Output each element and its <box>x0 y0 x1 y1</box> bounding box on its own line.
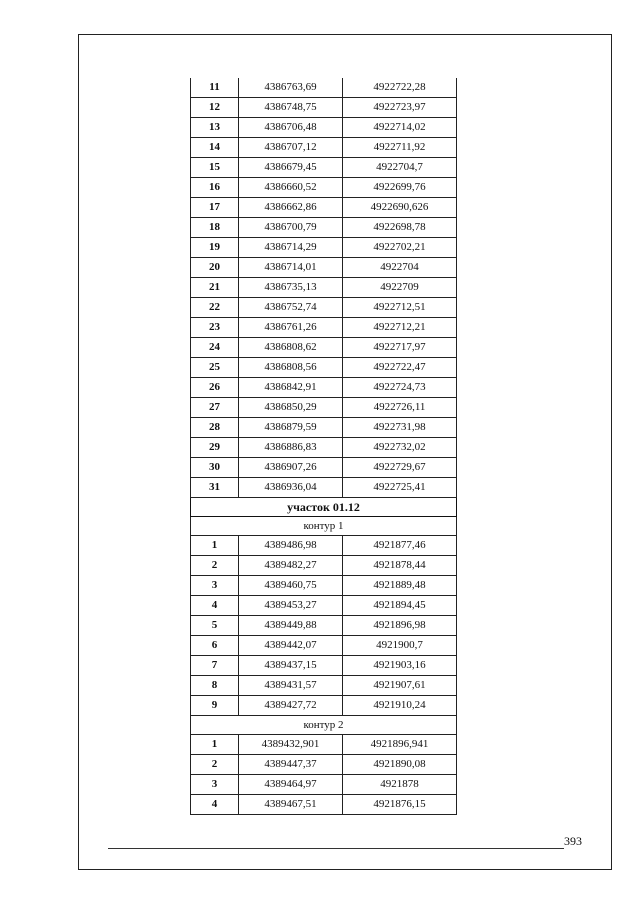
y-coordinate-cell: 4922702,21 <box>343 238 457 258</box>
table-row <box>191 98 457 118</box>
table-row <box>191 278 457 298</box>
table-row <box>191 198 457 218</box>
point-number-cell: 9 <box>191 696 239 716</box>
table-row <box>191 138 457 158</box>
point-number-cell: 21 <box>191 278 239 298</box>
y-coordinate-cell: 4921910,24 <box>343 696 457 716</box>
y-coordinate-cell: 4921877,46 <box>343 536 457 556</box>
table-row <box>191 458 457 478</box>
x-coordinate-cell: 4389460,75 <box>239 576 343 596</box>
x-coordinate-cell: 4389437,15 <box>239 656 343 676</box>
table-row <box>191 298 457 318</box>
point-number-cell: 30 <box>191 458 239 478</box>
x-coordinate-cell: 4386850,29 <box>239 398 343 418</box>
y-coordinate-cell: 4922698,78 <box>343 218 457 238</box>
x-coordinate-cell: 4386662,86 <box>239 198 343 218</box>
point-number-cell: 25 <box>191 358 239 378</box>
x-coordinate-cell: 4389432,901 <box>239 735 343 755</box>
x-coordinate-cell: 4386879,59 <box>239 418 343 438</box>
x-coordinate-cell: 4386808,62 <box>239 338 343 358</box>
table-row <box>191 218 457 238</box>
section-header-row <box>191 498 457 517</box>
y-coordinate-cell: 4922704 <box>343 258 457 278</box>
table-row <box>191 258 457 278</box>
x-coordinate-cell: 4386936,04 <box>239 478 343 498</box>
y-coordinate-cell: 4921878,44 <box>343 556 457 576</box>
table-row <box>191 795 457 815</box>
subsection-header-row <box>191 517 457 536</box>
y-coordinate-cell: 4922724,73 <box>343 378 457 398</box>
x-coordinate-cell: 4389427,72 <box>239 696 343 716</box>
y-coordinate-cell: 4922725,41 <box>343 478 457 498</box>
x-coordinate-cell: 4386886,83 <box>239 438 343 458</box>
section-title: участок 01.12 <box>191 498 457 517</box>
table-row <box>191 596 457 616</box>
point-number-cell: 13 <box>191 118 239 138</box>
y-coordinate-cell: 4922732,02 <box>343 438 457 458</box>
point-number-cell: 6 <box>191 636 239 656</box>
table-row <box>191 418 457 438</box>
subsection-title: контур 2 <box>191 716 457 735</box>
y-coordinate-cell: 4922711,92 <box>343 138 457 158</box>
x-coordinate-cell: 4386735,13 <box>239 278 343 298</box>
y-coordinate-cell: 4921896,941 <box>343 735 457 755</box>
table-row <box>191 438 457 458</box>
x-coordinate-cell: 4386763,69 <box>239 78 343 98</box>
y-coordinate-cell: 4922712,21 <box>343 318 457 338</box>
table-row <box>191 318 457 338</box>
x-coordinate-cell: 4386808,56 <box>239 358 343 378</box>
y-coordinate-cell: 4922717,97 <box>343 338 457 358</box>
x-coordinate-cell: 4386752,74 <box>239 298 343 318</box>
point-number-cell: 15 <box>191 158 239 178</box>
point-number-cell: 3 <box>191 576 239 596</box>
x-coordinate-cell: 4389486,98 <box>239 536 343 556</box>
x-coordinate-cell: 4386706,48 <box>239 118 343 138</box>
x-coordinate-cell: 4389464,97 <box>239 775 343 795</box>
y-coordinate-cell: 4921878 <box>343 775 457 795</box>
table-row <box>191 656 457 676</box>
y-coordinate-cell: 4922712,51 <box>343 298 457 318</box>
x-coordinate-cell: 4386761,26 <box>239 318 343 338</box>
y-coordinate-cell: 4922690,626 <box>343 198 457 218</box>
point-number-cell: 29 <box>191 438 239 458</box>
table-row <box>191 536 457 556</box>
table-row <box>191 636 457 656</box>
point-number-cell: 31 <box>191 478 239 498</box>
coordinates-table <box>190 78 457 815</box>
y-coordinate-cell: 4922709 <box>343 278 457 298</box>
table-row <box>191 378 457 398</box>
point-number-cell: 26 <box>191 378 239 398</box>
point-number-cell: 7 <box>191 656 239 676</box>
point-number-cell: 2 <box>191 556 239 576</box>
point-number-cell: 8 <box>191 676 239 696</box>
page-number: 393 <box>564 834 582 848</box>
x-coordinate-cell: 4389482,27 <box>239 556 343 576</box>
x-coordinate-cell: 4386748,75 <box>239 98 343 118</box>
table-row <box>191 398 457 418</box>
y-coordinate-cell: 4921896,98 <box>343 616 457 636</box>
y-coordinate-cell: 4922726,11 <box>343 398 457 418</box>
table-row <box>191 616 457 636</box>
y-coordinate-cell: 4922729,67 <box>343 458 457 478</box>
y-coordinate-cell: 4922731,98 <box>343 418 457 438</box>
table-row <box>191 238 457 258</box>
point-number-cell: 3 <box>191 775 239 795</box>
y-coordinate-cell: 4921894,45 <box>343 596 457 616</box>
point-number-cell: 24 <box>191 338 239 358</box>
table-row <box>191 78 457 98</box>
x-coordinate-cell: 4386842,91 <box>239 378 343 398</box>
point-number-cell: 17 <box>191 198 239 218</box>
point-number-cell: 11 <box>191 78 239 98</box>
x-coordinate-cell: 4386700,79 <box>239 218 343 238</box>
y-coordinate-cell: 4921900,7 <box>343 636 457 656</box>
point-number-cell: 4 <box>191 795 239 815</box>
x-coordinate-cell: 4389449,88 <box>239 616 343 636</box>
x-coordinate-cell: 4386714,01 <box>239 258 343 278</box>
table-row <box>191 755 457 775</box>
x-coordinate-cell: 4386714,29 <box>239 238 343 258</box>
table-row <box>191 676 457 696</box>
table-row <box>191 735 457 755</box>
y-coordinate-cell: 4922722,47 <box>343 358 457 378</box>
table-row <box>191 118 457 138</box>
table-row <box>191 178 457 198</box>
point-number-cell: 12 <box>191 98 239 118</box>
table-row <box>191 576 457 596</box>
x-coordinate-cell: 4386907,26 <box>239 458 343 478</box>
point-number-cell: 14 <box>191 138 239 158</box>
point-number-cell: 28 <box>191 418 239 438</box>
y-coordinate-cell: 4922699,76 <box>343 178 457 198</box>
x-coordinate-cell: 4386707,12 <box>239 138 343 158</box>
y-coordinate-cell: 4921890,08 <box>343 755 457 775</box>
coordinates-table-body <box>191 78 457 815</box>
y-coordinate-cell: 4921903,16 <box>343 656 457 676</box>
x-coordinate-cell: 4386679,45 <box>239 158 343 178</box>
x-coordinate-cell: 4389453,27 <box>239 596 343 616</box>
point-number-cell: 19 <box>191 238 239 258</box>
x-coordinate-cell: 4389431,57 <box>239 676 343 696</box>
subsection-title: контур 1 <box>191 517 457 536</box>
footer-rule <box>108 848 564 849</box>
y-coordinate-cell: 4922722,28 <box>343 78 457 98</box>
point-number-cell: 5 <box>191 616 239 636</box>
point-number-cell: 1 <box>191 735 239 755</box>
table-row <box>191 358 457 378</box>
x-coordinate-cell: 4386660,52 <box>239 178 343 198</box>
table-row <box>191 775 457 795</box>
x-coordinate-cell: 4389442,07 <box>239 636 343 656</box>
x-coordinate-cell: 4389447,37 <box>239 755 343 775</box>
point-number-cell: 4 <box>191 596 239 616</box>
point-number-cell: 1 <box>191 536 239 556</box>
table-row <box>191 696 457 716</box>
y-coordinate-cell: 4922714,02 <box>343 118 457 138</box>
point-number-cell: 18 <box>191 218 239 238</box>
y-coordinate-cell: 4922704,7 <box>343 158 457 178</box>
y-coordinate-cell: 4922723,97 <box>343 98 457 118</box>
table-row <box>191 338 457 358</box>
point-number-cell: 22 <box>191 298 239 318</box>
subsection-header-row <box>191 716 457 735</box>
table-row <box>191 556 457 576</box>
point-number-cell: 27 <box>191 398 239 418</box>
point-number-cell: 2 <box>191 755 239 775</box>
point-number-cell: 20 <box>191 258 239 278</box>
y-coordinate-cell: 4921907,61 <box>343 676 457 696</box>
table-row <box>191 478 457 498</box>
y-coordinate-cell: 4921876,15 <box>343 795 457 815</box>
table-row <box>191 158 457 178</box>
point-number-cell: 16 <box>191 178 239 198</box>
y-coordinate-cell: 4921889,48 <box>343 576 457 596</box>
point-number-cell: 23 <box>191 318 239 338</box>
x-coordinate-cell: 4389467,51 <box>239 795 343 815</box>
